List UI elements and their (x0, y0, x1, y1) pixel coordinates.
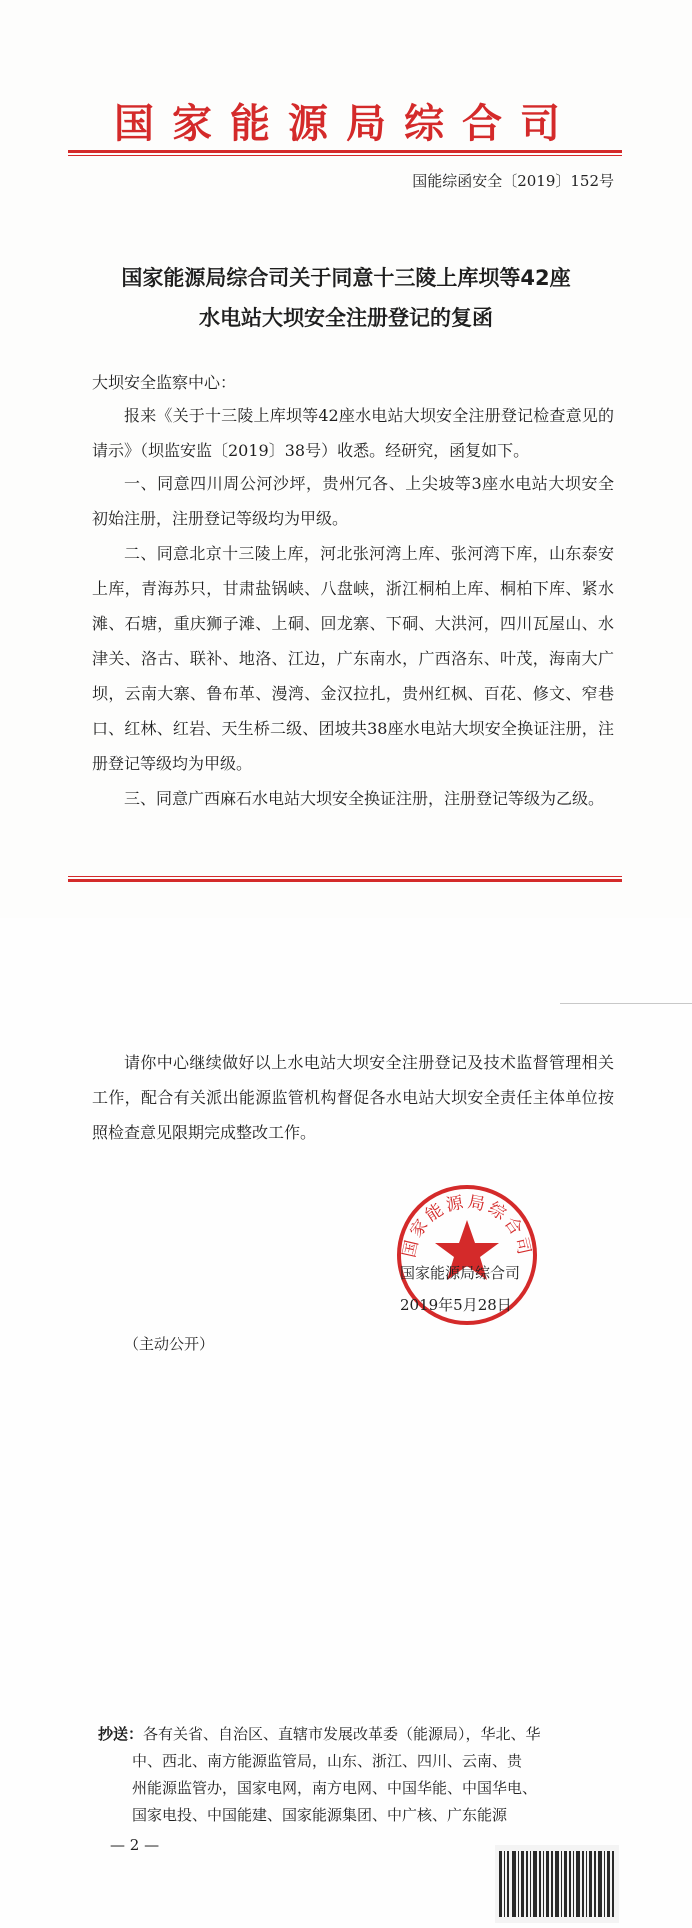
paragraph-intro: 报来《关于十三陵上库坝等42座水电站大坝安全注册登记检查意见的请示》（坝监安监〔2019〕38号）收悉。经研究，函复如下。 (92, 406, 614, 460)
paragraph-item-2: 二、同意北京十三陵上库，河北张河湾上库、张河湾下库，山东泰安上库，青海苏只，甘肃盐锅峡、八盘峡，浙江桐柏上库、桐柏下库、紧水滩、石塘，重庆狮子滩、上硐、回龙寨、下硐、大洪河，四川瓦屋山、水津关、洛古、联补、地洛、江边，广东南水，广西洛东、叶茂，海南大广坝，云南大寨、鲁布革、漫湾、金汉拉扎，贵州红枫、百花、修文、窄巷口、红林、红岩、天生桥二级、团坡共38座水电站大坝安全换证注册，注册登记等级均为甲级。 (92, 544, 614, 773)
cc-line-4: 国家电投、中国能建、国家能源集团、中广核、广东能源 (132, 1806, 508, 1824)
cc-line-3: 州能源监管办，国家电网，南方电网、中国华能、中国华电、 (132, 1779, 538, 1797)
document-number: 国能综函安全〔2019〕152号 (412, 172, 614, 190)
footer-red-rule-thin (68, 876, 622, 877)
paragraph-closing: 请你中心继续做好以上水电站大坝安全注册登记及技术监督管理相关工作，配合有关派出能源监管机构督促各水电站大坝安全责任主体单位按照检查意见限期完成整改工作。 (92, 1053, 614, 1142)
signer: 国家能源局综合司 (400, 1264, 521, 1282)
document-title-line-2: 水电站大坝安全注册登记的复函 (199, 306, 493, 330)
paragraph-item-1: 一、同意四川周公河沙坪，贵州冗各、上尖坡等3座水电站大坝安全初始注册，注册登记等级均为甲级。 (92, 474, 614, 528)
publicity-note: （主动公开） (124, 1335, 215, 1353)
agency-title: 国家能源局综合司 (114, 100, 578, 147)
cc-line-1: 各有关省、自治区、直辖市发展改革委（能源局），华北、华 (143, 1725, 541, 1743)
addressee: 大坝安全监察中心： (92, 373, 237, 392)
barcode-image (495, 1845, 619, 1923)
header-red-rule-thin (68, 155, 622, 156)
sign-date: 2019年5月28日 (400, 1296, 512, 1314)
cc-line-2: 中、西北、南方能源监管局，山东、浙江、四川、云南、贵 (132, 1752, 523, 1770)
document-title (0, 258, 692, 338)
footer-red-rule (68, 879, 622, 882)
cc-list (98, 1721, 598, 1829)
margin-line (560, 1003, 692, 1004)
header-red-rule (68, 150, 622, 153)
page-number: — 2 — (110, 1836, 160, 1854)
document-title-line-1: 国家能源局综合司关于同意十三陵上库坝等42座 (121, 266, 571, 290)
paragraph-item-3: 三、同意广西麻石水电站大坝安全换证注册，注册登记等级为乙级。 (124, 789, 605, 808)
cc-label: 抄送： (98, 1725, 144, 1743)
page-1 (0, 0, 692, 918)
seal-text: 国家能源局综合司 (399, 1192, 535, 1260)
